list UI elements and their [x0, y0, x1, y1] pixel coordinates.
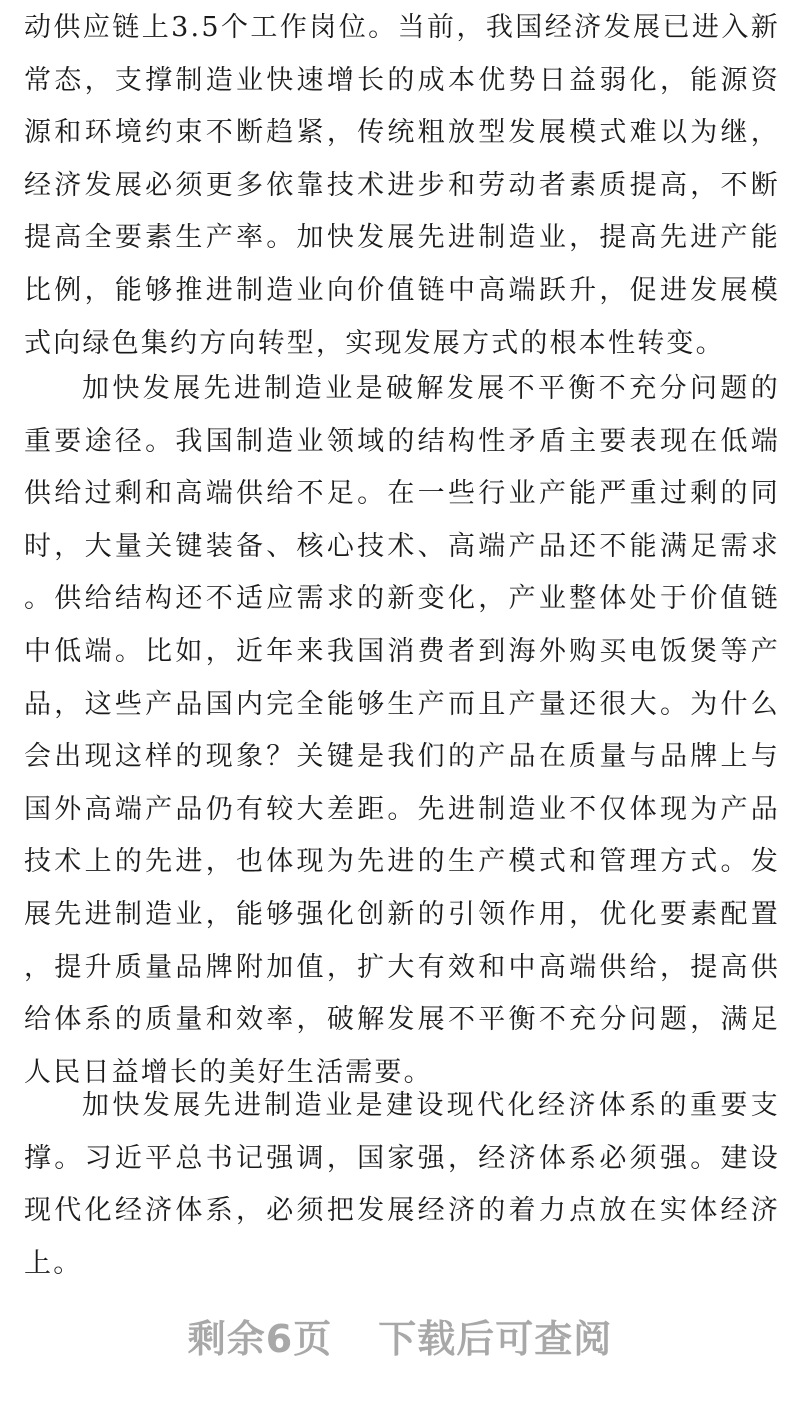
paragraph-2: 加快发展先进制造业是破解发展不平衡不充分问题的重要途径。我国制造业领域的结构性矛盾主要表现在低端供给过剩和高端供给不足。在一些行业产能严重过剩的同时，大量关键装备、核心技术、高端产品还不能满足需求。供给结构还不适应需求的新变化，产业整体处于价值链中低端。比如，近年来我国消费者到海外购买电饭煲等产品，这些产品国内完全能够生产而且产量还很大。为什么会出现这样的现象？关键是我们的产品在质量与品牌上与国外高端产品仍有较大差距。先进制造业不仅体现为产品技术上的先进，也体现为先进的生产模式和管理方式。发展先进制造业，能够强化创新的引领作用，优化要素配置，提升质量品牌附加值，扩大有效和中高端供给，提高供给体系的质量和效率，破解发展不平衡不充分问题，满足人民日益增长的美好生活需要。	[24, 373, 780, 1088]
remaining-pages-label: 剩余6页	[187, 1317, 333, 1361]
download-notice[interactable]	[0, 1308, 800, 1363]
paragraph-1: 动供应链上3.5个工作岗位。当前，我国经济发展已进入新常态，支撑制造业快速增长的成本优势日益弱化，能源资源和环境约束不断趋紧，传统粗放型发展模式难以为继，经济发展必须更多依靠技术进步和劳动者素质提高，不断提高全要素生产率。加快发展先进制造业，提高先进产能比例，能够推进制造业向价值链中高端跃升，促进发展模式向绿色集约方向转型，实现发展方式的根本性转变。	[24, 12, 780, 359]
paragraph-3: 加快发展先进制造业是建设现代化经济体系的重要支撑。习近平总书记强调，国家强，经济体系必须强。建设现代化经济体系，必须把发展经济的着力点放在实体经济上。	[24, 1090, 780, 1279]
download-hint-label: 下载后可查阅	[378, 1317, 613, 1361]
